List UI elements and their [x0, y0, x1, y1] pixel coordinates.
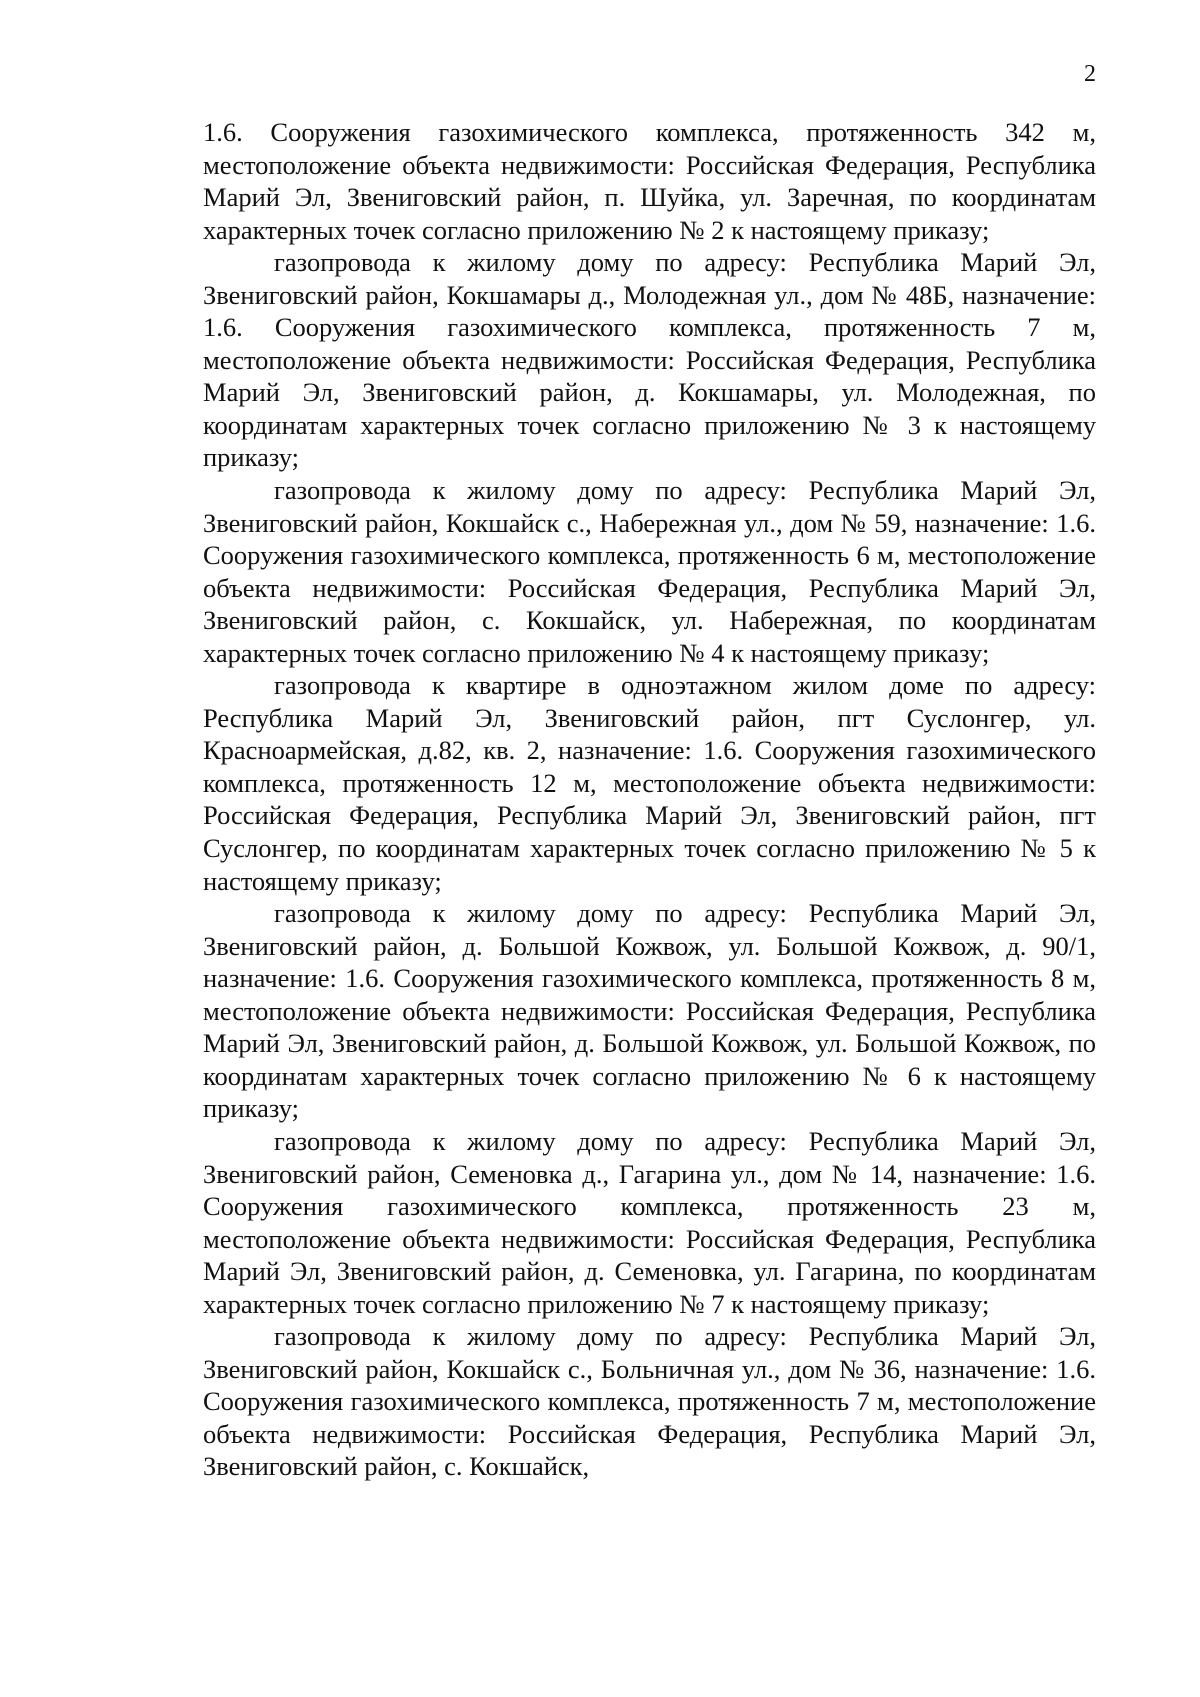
document-body: [203, 116, 1096, 1483]
paragraph-7: газопровода к жилому дому по адресу: Республика Марий Эл, Звениговский район, Кокшайск с., Больничная ул., дом № 36, назначение: 1.6. Сооружения газохимического комплекса, протяженность 7 м, местоположение объекта недвижимости: Российская Федерация, Республика Марий Эл, Звениговский район, с. Кокшайск,: [203, 1321, 1096, 1482]
paragraph-6: газопровода к жилому дому по адресу: Республика Марий Эл, Звениговский район, Семеновка д., Гагарина ул., дом № 14, назначение: 1.6. Сооружения газохимического комплекса, протяженность 23 м, местоположение объекта недвижимости: Российская Федерация, Республика Марий Эл, Звениговский район, д. Семеновка, ул. Гагарина, по координатам характерных точек согласно приложению № 7 к настоящему приказу;: [203, 1125, 1096, 1319]
paragraph-2: газопровода к жилому дому по адресу: Республика Марий Эл, Звениговский район, Кокшамары д., Молодежная ул., дом № 48Б, назначение: 1.6. Сооружения газохимического комплекса, протяженность 7 м, местоположение объекта недвижимости: Российская Федерация, Республика Марий Эл, Звениговский район, д. Кокшамары, ул. Молодежная, по координатам характерных точек согласно приложению № 3 к настоящему приказу;: [203, 247, 1096, 473]
paragraph-4: газопровода к квартире в одноэтажном жилом доме по адресу: Республика Марий Эл, Звениговский район, пгт Суслонгер, ул. Красноармейская, д.82, кв. 2, назначение: 1.6. Сооружения газохимического комплекса, протяженность 12 м, местоположение объекта недвижимости: Российская Федерация, Республика Марий Эл, Звениговский район, пгт Суслонгер, по координатам характерных точек согласно приложению № 5 к настоящему приказу;: [203, 670, 1096, 896]
paragraph-5: газопровода к жилому дому по адресу: Республика Марий Эл, Звениговский район, д. Большой Кожвож, ул. Большой Кожвож, д. 90/1, назначение: 1.6. Сооружения газохимического комплекса, протяженность 8 м, местоположение объекта недвижимости: Российская Федерация, Республика Марий Эл, Звениговский район, д. Большой Кожвож, ул. Большой Кожвож, по координатам характерных точек согласно приложению № 6 к настоящему приказу;: [203, 898, 1096, 1124]
paragraph-1: 1.6. Сооружения газохимического комплекса, протяженность 342 м, местоположение объекта недвижимости: Российская Федерация, Республика Марий Эл, Звениговский район, п. Шуйка, ул. Заречная, по координатам характерных точек согласно приложению № 2 к настоящему приказу;: [203, 117, 1096, 245]
page-number: 2: [1084, 61, 1096, 87]
paragraph-3: газопровода к жилому дому по адресу: Республика Марий Эл, Звениговский район, Кокшайск с., Набережная ул., дом № 59, назначение: 1.6. Сооружения газохимического комплекса, протяженность 6 м, местоположение объекта недвижимости: Российская Федерация, Республика Марий Эл, Звениговский район, с. Кокшайск, ул. Набережная, по координатам характерных точек согласно приложению № 4 к настоящему приказу;: [203, 475, 1096, 668]
